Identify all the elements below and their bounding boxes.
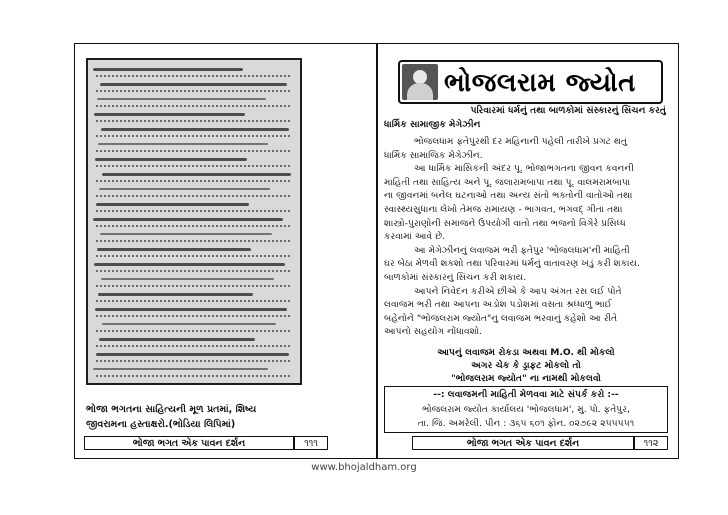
- handwriting-stroke: [96, 372, 290, 377]
- description-line: બાળકોમાં સંસ્કારનું સિંચન કરી શકાય.: [384, 272, 527, 283]
- magazine-masthead: [398, 60, 663, 104]
- tagline: પરિવારમાં ધર્મનું તથા બાળકોમાં સંસ્કારનું સિંચન કરતું: [470, 105, 666, 116]
- description-line: આ ધાર્મિક માસિકની અંદર પૂ. ભોજાભગતના જીવન કવનની: [414, 163, 634, 175]
- handwriting-stroke: [96, 312, 290, 317]
- handwriting-stroke: [96, 147, 290, 152]
- handwriting-stroke: [100, 83, 287, 86]
- handwriting-stroke: [94, 263, 285, 266]
- description-line: ના જીવનમાં બનેલ ઘટનાઓ તથા અન્ય સંતો ભક્તોની વાતોઓ તથા: [384, 190, 633, 202]
- handwriting-stroke: [97, 98, 266, 100]
- handwriting-stroke: [99, 338, 255, 341]
- handwriting-stroke: [98, 143, 268, 145]
- handwriting-stroke: [96, 353, 289, 356]
- right-footer-title: ભોજા ભગત એક પાવન દર્શન: [412, 436, 634, 450]
- handwriting-stroke: [96, 252, 290, 257]
- contact-heading: --: લવાજમની માહિતી મેળવવા માટે સંપર્ક કરો :--: [433, 389, 619, 400]
- subscription-line3: "ભોજલરામ જ્યોત" ના નામથી મોકલવો: [451, 373, 601, 384]
- handwriting-stroke: [96, 357, 290, 362]
- description-line: સ્વાસ્થ્યસુધાના લેખો તેમજ રામાયણ - ભાગવત, ભગવદ્ ગીતા તથા: [384, 204, 623, 215]
- handwriting-stroke: [93, 218, 283, 221]
- handwriting-stroke: [95, 308, 287, 311]
- handwriting-stroke: [96, 342, 290, 347]
- manuscript-caption-line1: ભોજા ભગતના સાહિત્યની મૂળ પ્રતમાં, શિષ્ય: [86, 404, 257, 415]
- subtitle: ધાર્મિક સામાજીક મેગેઝીન: [384, 119, 481, 130]
- handwriting-stroke: [96, 222, 290, 227]
- description-line: શાસ્ત્રો-પુરાણોની સમાજને ઉપયોગી વાતો તથા ભજનો વિગેરે પ્રસિધ્ધ: [384, 217, 626, 229]
- page-gutter: [376, 43, 378, 459]
- description-line: ભોજલધામ ફતેપુરથી દર મહિનાની પહેલી તારીખે પ્રગટ થતું: [414, 136, 628, 147]
- handwriting-stroke: [96, 192, 290, 197]
- description-line: લવાજમ ભરી તથા આપના અડોશ પડોશમાં વસતા શ્રધ્ધાળુ ભાઈ: [384, 299, 612, 311]
- handwriting-stroke: [99, 188, 270, 190]
- handwriting-stroke: [102, 323, 276, 325]
- right-page-number: ૧૧૨: [634, 436, 668, 450]
- handwriting-stroke: [96, 177, 290, 182]
- handwriting-stroke: [96, 102, 290, 107]
- handwriting-stroke: [97, 248, 251, 251]
- description-line: કરવામાં આવે છે.: [384, 231, 446, 243]
- description-line: આપને નિવેદન કરીએ છીએ કે આપ અંગત રસ લઈ પોતે: [414, 285, 622, 297]
- handwriting-stroke: [98, 293, 253, 296]
- handwriting-stroke: [93, 368, 268, 370]
- handwriting-stroke: [96, 267, 290, 272]
- left-page-number: ૧૧૧: [294, 436, 328, 450]
- left-footer-title: ભોજા ભગત એક પાવન દર્શન: [84, 436, 294, 450]
- handwriting-stroke: [101, 278, 274, 280]
- handwriting-stroke: [95, 158, 247, 161]
- subscription-line1: આપનું લવાજમ રોકડા અથવા M.O. થી મોકલો: [437, 347, 615, 358]
- website-url[interactable]: www.bhojaldham.org: [311, 462, 417, 473]
- handwriting-stroke: [96, 72, 290, 77]
- handwriting-stroke: [96, 132, 290, 137]
- description-line: આ મેગેઝીનનું લવાજમ ભરી ફતેપુર 'ભોજલધામ'ની માહિતી: [414, 244, 630, 256]
- description-line: માહિતી તથા સાહિત્ય અને પૂ. જલારામબાપા તથા પૂ. વાલમરામબાપા: [384, 176, 631, 188]
- contact-address-line2: તા. જિ. અમરેલી. પીન : ૩૬૫ ૬૦૧ ફોન. ૦૨૭૯૨ ૨૫૫૫૫૧: [417, 418, 635, 429]
- manuscript-caption-line2: જીવરામના હસ્તાક્ષરો.(ભોડિયા લિપિમાં): [86, 419, 236, 430]
- handwriting-stroke: [96, 162, 290, 167]
- manuscript-image: [86, 58, 302, 385]
- saint-portrait-image: [402, 64, 438, 100]
- description-line: આપનો સહયોગ નોંધાવશો.: [384, 326, 483, 338]
- handwriting-stroke: [101, 128, 289, 131]
- handwriting-stroke: [96, 327, 290, 332]
- handwriting-stroke: [96, 203, 249, 206]
- contact-address-line1: ભોજલરામ જ્યોત કાર્યાલય 'ભોજલધામ', મુ. પો. ફતેપુર,: [422, 404, 630, 415]
- handwriting-stroke: [93, 68, 243, 71]
- handwriting-stroke: [96, 297, 290, 302]
- handwriting-stroke: [96, 87, 290, 92]
- description-line: બહેનોને "ભોજલરામ જ્યોત"નુ લવાજમ ભરવાનું કહેશો આ રીતે: [384, 312, 618, 324]
- description-line: ઘર બેઠા મેળવી શકશો તથા પરિવારમાં ધર્મનું વાતાવરણ ખડું કરી શકાય.: [384, 258, 640, 270]
- handwriting-stroke: [96, 117, 290, 122]
- handwriting-stroke: [94, 113, 245, 116]
- magazine-logo-title: ભોજલરામ જ્યોત: [444, 68, 636, 98]
- subscription-line2: અગર ચેક કે ડ્રાફટ મોકલો તો: [471, 360, 581, 371]
- handwriting-stroke: [96, 237, 290, 242]
- handwriting-stroke: [100, 233, 272, 235]
- handwriting-stroke: [96, 282, 290, 287]
- description-line: ધાર્મિક સામાજિક મેગેઝીન.: [384, 149, 483, 161]
- handwriting-stroke: [96, 207, 290, 212]
- handwriting-stroke: [102, 173, 291, 176]
